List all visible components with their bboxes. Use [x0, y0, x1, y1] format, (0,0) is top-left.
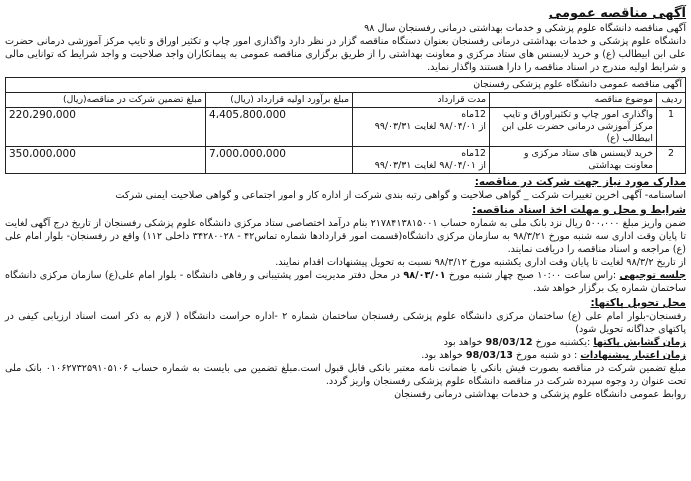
table-caption: آگهی مناقصه عمومی دانشگاه علوم پزشکی رفسنجان	[6, 78, 686, 93]
header-row-no: ردیف	[657, 93, 686, 108]
table-row	[6, 147, 686, 174]
delivery-text: رفسنجان-بلوار امام علی (ع) ساختمان مرکزی دانشگاه علوم پزشکی رفسنجان ساختمان شماره ۲ -اداره حراست دانشگاه ( لازم به ذکر است اسناد ارزیابی کیفی در پاکتهای جداگانه تحویل شود)	[5, 311, 686, 335]
delivery-heading: محل تحویل پاکتها:	[590, 297, 686, 309]
validity-paragraph	[5, 349, 686, 362]
row-guarantee: 220،290،000	[6, 108, 206, 147]
tender-notice	[5, 3, 686, 478]
row-number: 2	[657, 147, 686, 174]
row-duration-months: 12ماه	[461, 109, 486, 120]
row-duration	[353, 147, 490, 174]
row-estimate: 4،405،800،000	[206, 108, 353, 147]
opening-label: زمان گشایش پاکتها	[593, 337, 686, 348]
row-duration-range: از ۹۸/۰۴/۰۱ لغایت ۹۹/۰۳/۳۱	[374, 160, 486, 171]
submission-text: از تاریخ ۹۸/۳/۲ لغایت تا پایان وقت اداری یکشنبه مورخ ۹۸/۳/۱۲ نسبت به تحویل پیشنهادات اقدام نمایند.	[275, 257, 686, 268]
header-subject: موضوع مناقصه	[490, 93, 657, 108]
tender-table	[5, 77, 686, 174]
row-subject: خرید لایسنس های ستاد مرکزی و معاونت بهداشتی	[490, 147, 657, 174]
opening-text-before: :یکشنبه مورخ	[535, 337, 591, 348]
header-estimate: مبلغ برآورد اولیه قرارداد (ریال)	[206, 93, 353, 108]
table-row	[6, 108, 686, 147]
notice-subtitle: آگهی مناقصه دانشگاه علوم پزشکی و خدمات بهداشتی درمانی رفسنجان سال ۹۸	[364, 23, 686, 34]
notice-intro: دانشگاه علوم پزشکی و خدمات بهداشتی درمانی رفسنجان بعنوان دستگاه مناقصه گزار در نظر دارد واگذاری امور چاپ و تکثیر اوراق و تایپ مرکز آموزشی درمانی حضرت علی ابن ابیطالب (ع) و خرید لایسنس های ستاد مرکزی و معاونت بهداشتی را از طریق برگزاری مناقصه عمومی به پیمانکاران واجد صلاحیت و واجد شرایط که توانایی مالی و شرایط اولیه مندرج در اسناد مناقصه را دارا هستند واگذار نماید.	[5, 36, 686, 73]
row-duration-months: 12ماه	[461, 148, 486, 159]
validity-label: زمان اعتبار پیشنهادات	[580, 350, 686, 361]
row-estimate: 7،000،000،000	[206, 147, 353, 174]
row-subject: واگذاری امور چاپ و تکثیراوراق و تایپ مرکز آموزشی درمانی حضرت علی ابن ابیطالب (ع)	[490, 108, 657, 147]
header-guarantee: مبلغ تضمین شرکت در مناقصه(ریال)	[6, 93, 206, 108]
row-duration	[353, 108, 490, 147]
page-title: آگهی مناقصه عمومی	[548, 6, 686, 21]
opening-paragraph	[5, 336, 686, 349]
meeting-label: جلسه توجیهی	[619, 270, 686, 281]
meeting-date: ۹۸/۰۳/۰۱	[403, 270, 446, 281]
validity-date: 98/03/13	[465, 350, 513, 361]
opening-text-after: خواهد بود	[443, 337, 483, 348]
meeting-paragraph	[5, 269, 686, 295]
conditions-heading: شرایط و محل و مهلت اخذ اسناد مناقصه:	[472, 204, 686, 216]
docs-heading: مدارک مورد نیاز جهت شرکت در مناقصه:	[474, 176, 686, 188]
table-header-row	[6, 93, 686, 108]
validity-text-before: : دو شنبه مورخ	[516, 350, 578, 361]
opening-date: 98/03/12	[485, 337, 533, 348]
conditions-text: ضمن واریز مبلغ ۵۰۰،۰۰۰ ریال نزد بانک ملی به شماره حساب ۲۱۷۸۴۱۳۸۱۵۰۰۱ بنام درآمد اختصاصی ستاد مرکزی دانشگاه علوم پزشکی رفسنجان از تاریخ درج آگهی لغایت تا پایان وقت اداری سه شنبه مورخ ۹۸/۳/۲۱ به سازمان مرکزی دانشگاه(قسمت امور قراردادها شماره تماس۴۲ - ۳۴۲۸۰۰۲۸ داخلی ۱۱۲) واقع در رفسنجان- بلوار امام علی (ع) مراجعه و اسناد مناقصه را دریافت نمایند.	[5, 218, 687, 255]
row-number: 1	[657, 108, 686, 147]
header-duration: مدت قرارداد	[353, 93, 490, 108]
docs-text: اساسنامه- آگهی اخرین تغییرات شرکت _ گواهی صلاحیت و گواهی رتبه بندی شرکت از اداره کار و امور اجتماعی و گواهی صلاحیت ایمنی شرکت	[115, 190, 686, 201]
guarantee-text: مبلغ تضمین شرکت در مناقصه بصورت فیش بانکی یا ضمانت نامه معتبر بانکی قابل قبول است.مبلغ تضمین می بایست به شماره حساب ۰۱۰۶۲۷۳۲۵۹۱۰۵۱۰۶ بانک ملی تحت عنوان رد وجوه سپرده شرکت در مناقصه دانشگاه علوم پزشکی رفسنجان واریز گردد.	[5, 363, 687, 387]
row-duration-range: از ۹۸/۰۴/۰۱ لغایت ۹۹/۰۳/۳۱	[374, 121, 486, 132]
row-guarantee: 350،000،000	[6, 147, 206, 174]
validity-text-after: خواهد بود.	[421, 350, 463, 361]
meeting-text-after: در محل دفتر مدیریت امور پشتیبانی و رفاهی دانشگاه - بلوار امام علی(ع) سازمان مرکزی دانشگاه ساختمان شماره یک برگزار خواهد شد.	[5, 270, 686, 294]
meeting-text-before: :راس ساعت ۱۰:۰۰ صبح چهار شنبه مورخ	[448, 270, 617, 281]
footer-text: روابط عمومی دانشگاه علوم پزشکی و خدمات بهداشتی درمانی رفسنجان	[394, 389, 686, 400]
